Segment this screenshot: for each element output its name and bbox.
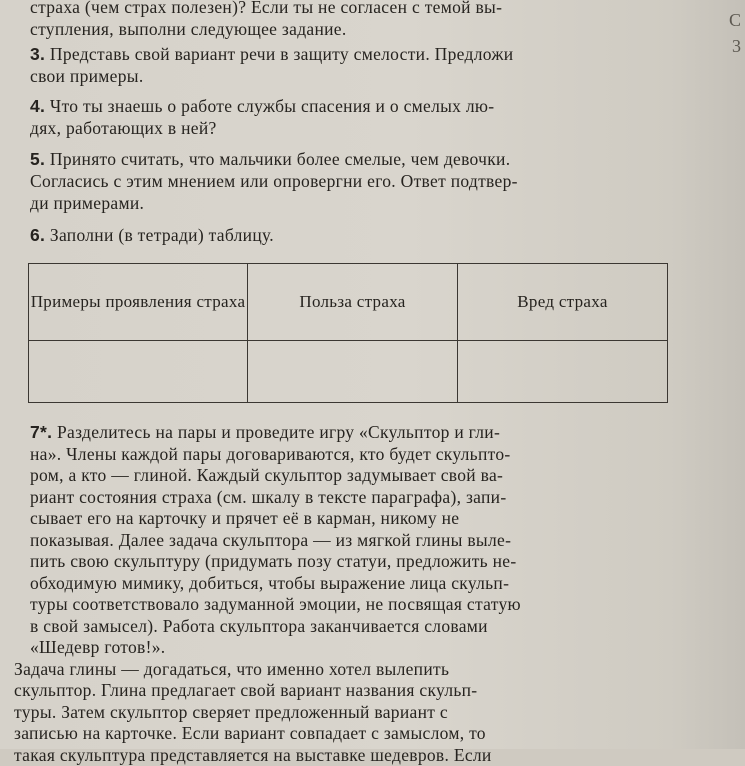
text-line: Согласись с этим мнением или опровергни его. Ответ подтвер- [30,170,670,192]
fear-table [28,263,668,403]
table-row [29,341,668,403]
table-header-benefit: Польза страха [248,264,458,341]
task-5 [30,148,670,214]
task-7 [30,422,670,766]
task-6 [30,224,670,246]
table-header-row [29,264,668,341]
table-cell [458,341,668,403]
text-line: записью на карточке. Если вариант совпадает с замыслом, то [14,723,670,745]
task-number: 6. [30,225,45,245]
task-number: 3. [30,44,45,64]
table-header-harm: Вред страха [458,264,668,341]
text-line: дях, работающих в ней? [30,117,670,139]
text-line: Что ты знаешь о работе службы спасения и о смелых лю- [50,96,495,116]
text-line: показывая. Далее задача скульптора — из мягкой глины выле- [30,530,670,552]
text-line: Принято считать, что мальчики более смелые, чем девочки. [50,149,511,169]
text-line: в свой замысел). Работа скульптора заканчивается словами [30,616,670,638]
text-line: Задача глины — догадаться, что именно хотел вылепить [14,659,670,681]
text-line: страха (чем страх полезен)? Если ты не согласен с темой вы- [30,0,670,18]
text-line: скульптор. Глина предлагает свой вариант названия скульп- [14,680,670,702]
text-line: на». Члены каждой пары договариваются, кто будет скульпто- [30,444,670,466]
edge-letter: 3 [732,36,741,57]
text-line: Заполни (в тетради) таблицу. [50,225,274,245]
text-line: ступления, выполни следующее задание. [30,18,670,40]
intro-paragraph [30,0,670,40]
text-line: туры. Затем скульптор сверяет предложенный вариант с [14,702,670,724]
task-3 [30,43,670,87]
text-line: обходимую мимику, добиться, чтобы выражение лица скульп- [30,573,670,595]
task-number: 7*. [30,422,52,442]
text-line: такая скульптура представляется на выставке шедевров. Если [14,745,670,766]
text-line: ди примерами. [30,192,670,214]
text-line: свои примеры. [30,65,670,87]
text-line: туры соответствовало задуманной эмоции, не посвящая статую [30,594,670,616]
edge-letter: С [729,10,741,31]
text-line: Представь свой вариант речи в защиту смелости. Предложи [50,44,514,64]
table-header-examples: Примеры проявления страха [29,264,248,341]
task-number: 4. [30,96,45,116]
text-line: пить свою скульптуру (придумать позу статуи, предложить не- [30,551,670,573]
task-number: 5. [30,149,45,169]
text-line: риант состояния страха (см. шкалу в тексте параграфа), запи- [30,487,670,509]
table-cell [29,341,248,403]
table-cell [248,341,458,403]
text-line: ром, а кто — глиной. Каждый скульптор задумывает свой ва- [30,465,670,487]
text-line: «Шедевр готов!». [30,637,670,659]
task-4 [30,95,670,139]
text-line: Разделитесь на пары и проведите игру «Скульптор и гли- [57,422,500,442]
text-line: сывает его на карточку и прячет её в карман, никому не [30,508,670,530]
